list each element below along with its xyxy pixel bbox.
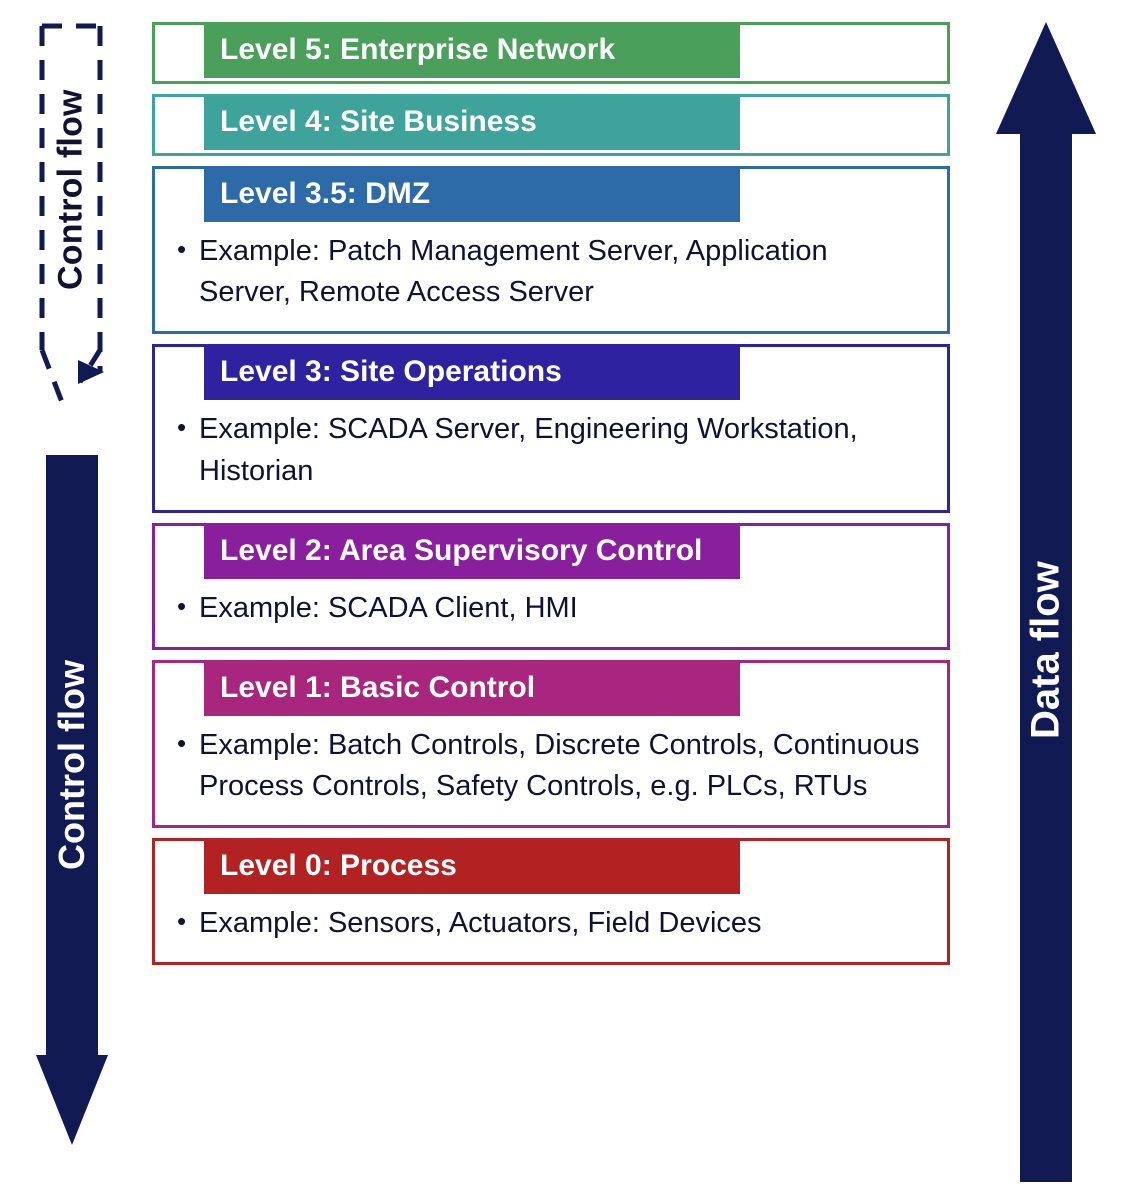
level-body-text-level-3: Example: SCADA Server, Engineering Workstation, Historian bbox=[199, 413, 858, 487]
level-block-level-3 bbox=[152, 344, 950, 512]
level-body-level-1 bbox=[155, 663, 947, 825]
level-title-level-3: Level 3: Site Operations bbox=[204, 344, 740, 400]
level-title-level-4: Level 4: Site Business bbox=[204, 94, 740, 150]
level-body-text-level-3-5: Example: Patch Management Server, Application Server, Remote Access Server bbox=[199, 235, 828, 309]
bullet-icon: • bbox=[177, 412, 187, 443]
level-title-level-1: Level 1: Basic Control bbox=[204, 660, 740, 716]
control-flow-bottom-label: Control flow bbox=[51, 660, 92, 870]
bullet-icon: • bbox=[177, 727, 187, 758]
level-block-level-1 bbox=[152, 660, 950, 828]
level-body-text-level-2: Example: SCADA Client, HMI bbox=[199, 591, 578, 624]
level-block-level-2 bbox=[152, 523, 950, 650]
level-title-level-3-5: Level 3.5: DMZ bbox=[204, 166, 740, 222]
level-body-level-3 bbox=[155, 347, 947, 509]
level-block-level-3-5 bbox=[152, 166, 950, 334]
level-body-level-2 bbox=[155, 526, 947, 647]
control-flow-top-label: Control flow bbox=[51, 89, 90, 291]
bullet-icon: • bbox=[177, 590, 187, 621]
level-block-level-4 bbox=[152, 94, 950, 156]
level-title-level-0: Level 0: Process bbox=[204, 838, 740, 894]
bullet-icon: • bbox=[177, 906, 187, 937]
level-title-level-2: Level 2: Area Supervisory Control bbox=[204, 523, 740, 579]
bullet-icon: • bbox=[177, 234, 187, 264]
level-title-level-5: Level 5: Enterprise Network bbox=[204, 22, 740, 78]
level-body-level-3-5 bbox=[155, 169, 947, 331]
level-block-level-5 bbox=[152, 22, 950, 84]
level-body-text-level-0: Example: Sensors, Actuators, Field Devices bbox=[199, 907, 762, 940]
level-body-text-level-1: Example: Batch Controls, Discrete Controls, Continuous Process Controls, Safety Controls, e.g. PLCs, RTUs bbox=[199, 728, 920, 803]
level-block-level-0 bbox=[152, 838, 950, 965]
level-body-level-0 bbox=[155, 841, 947, 962]
level-stack bbox=[152, 22, 950, 975]
data-flow-label: Data flow bbox=[1023, 561, 1068, 739]
